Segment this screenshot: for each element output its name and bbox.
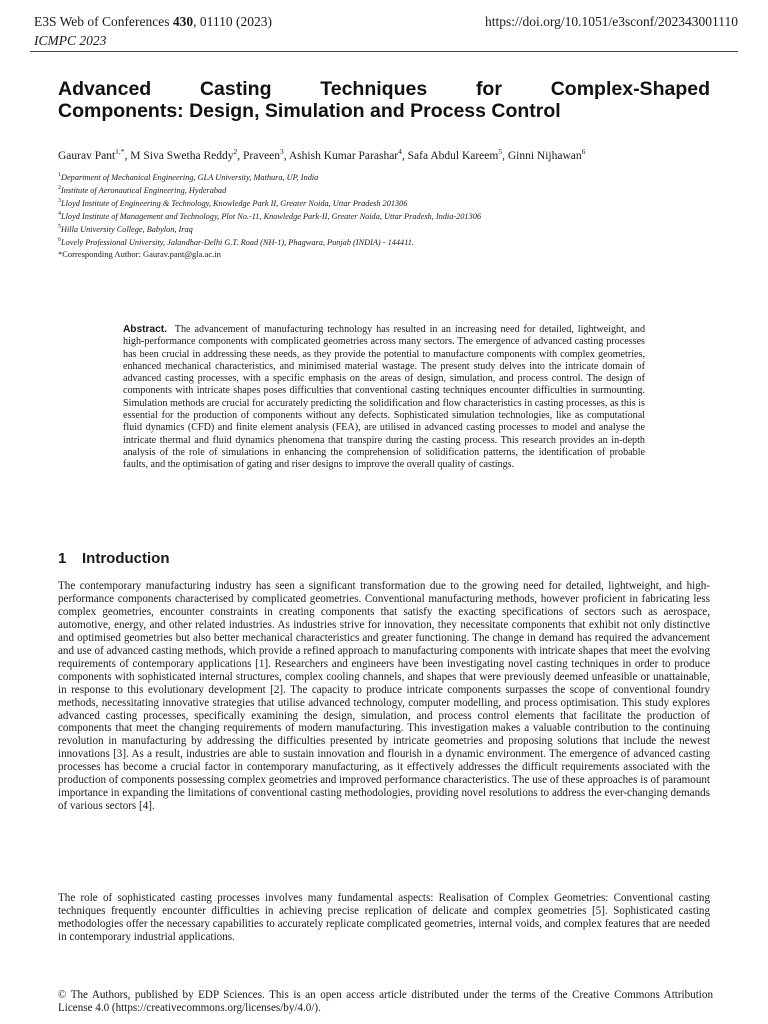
author bbox=[288, 147, 408, 162]
doi-link[interactable]: https://doi.org/10.1051/e3sconf/202343001110 bbox=[485, 14, 738, 29]
affiliation bbox=[58, 222, 718, 235]
author-affiliation-mark: 2 bbox=[233, 147, 238, 156]
author bbox=[242, 147, 289, 162]
author-separator: , bbox=[283, 149, 289, 162]
author-name: Ginni Nijhawan bbox=[507, 149, 582, 162]
author-name: Gaurav Pant bbox=[58, 149, 116, 162]
author-affiliation-mark: 3 bbox=[280, 147, 284, 156]
affiliation bbox=[58, 170, 718, 183]
section-heading bbox=[58, 550, 169, 568]
abstract-label: Abstract. bbox=[123, 324, 167, 335]
author-affiliation-mark: 4 bbox=[398, 147, 402, 156]
author-separator: , bbox=[124, 149, 131, 162]
affiliation-number: 4 bbox=[58, 210, 61, 217]
author-name: Safa Abdul Kareem bbox=[407, 149, 499, 162]
journal-citation bbox=[34, 12, 272, 31]
author-name: Praveen bbox=[242, 149, 281, 162]
abstract bbox=[123, 324, 645, 472]
section-title: Introduction bbox=[82, 550, 170, 567]
header-divider bbox=[30, 51, 738, 52]
affiliation-text: Lloyd Institute of Engineering & Technology, Knowledge Park II, Greater Noida, Uttar Pradesh 201306 bbox=[61, 198, 408, 208]
affiliation-text: Hilla University College, Babylon, Iraq bbox=[61, 224, 193, 234]
corresponding-author: *Corresponding Author: Gaurav.pant@gla.ac.in bbox=[58, 249, 221, 259]
affiliation-text: Department of Mechanical Engineering, GLA University, Mathura, UP, India bbox=[61, 172, 319, 182]
author bbox=[58, 147, 131, 162]
title-line-2: Components: Design, Simulation and Process Control bbox=[58, 100, 561, 122]
author-affiliation-mark: 6 bbox=[581, 147, 586, 156]
affiliation-text: Lloyd Institute of Management and Technology, Plot No.-11, Knowledge Park-II, Greater Noida, Uttar Pradesh, India-201306 bbox=[61, 211, 482, 221]
author-separator: , bbox=[237, 149, 243, 162]
affiliation-number: 3 bbox=[58, 197, 61, 204]
affiliation-text: Lovely Professional University, Jalandhar-Delhi G.T. Road (NH-1), Phagwara, Punjab (INDIA) - 144411. bbox=[61, 237, 414, 247]
affiliation bbox=[58, 196, 718, 209]
title-line-1: Advanced Casting Techniques for Complex-Shaped bbox=[58, 78, 710, 100]
affiliation-number: 2 bbox=[58, 184, 61, 191]
author-name: Ashish Kumar Parashar bbox=[288, 149, 399, 162]
section-number: 1 bbox=[58, 550, 67, 567]
paper-title bbox=[58, 78, 710, 122]
running-header-left bbox=[34, 12, 272, 50]
license-footer: © The Authors, published by EDP Sciences. This is an open access article distributed under the terms of the Creative Commons Attribution License 4.0 (https://creativecommons.org/licenses/by/4.0/). bbox=[58, 989, 713, 1014]
affiliation-number: 5 bbox=[58, 223, 61, 230]
abstract-text: The advancement of manufacturing technology has resulted in an increasing need for detailed, lightweight, and high-performance components with complicated geometries across many sectors. The emergence of advanced casting processes has been crucial in addressing these needs, as they provide the potential to manufacture components with complex geometries, enhanced mechanical characteristics, and minimised material wastage. The present study delves into the intricate domain of advanced casting processes, with a specific emphasis on the areas of design, simulation, and process control. The design of components with intricate shapes poses difficulties that conventional casting techniques encounter difficulties in surmounting. Simulation methods are crucial for accurately predicting the solidification and flow characteristics in casting processes, as this is essential for the production of components without any defects. Sophisticated simulation technologies, like as computational fluid dynamics (CFD) and finite element analysis (FEA), are utilised in advanced casting processes to model and analyse the intricate thermal and fluid dynamics phenomena that transpire during the casting process. This research provides an in-depth analysis of the role of simulations in enhancing the comprehension of solidification patterns, the identification of probable faults, and the optimisation of gating and riser designs to improve the overall quality of castings. bbox=[123, 324, 646, 471]
affiliation-text: Institute of Aeronautical Engineering, Hyderabad bbox=[61, 185, 227, 195]
affiliation bbox=[58, 183, 718, 196]
body-paragraph-2: The role of sophisticated casting processes involves many fundamental aspects: Realisation of Complex Geometries: Conventional casting techniques frequently encounter difficulties in achieving precise replication of delicate and complex geometries [5]. Sophisticated casting methodologies offer the necessary capabilities to accurately replicate complicated geometries, internal voids, and complex features that are needed in contemporary industrial applications. bbox=[58, 892, 710, 943]
affiliation-number: 6 bbox=[58, 236, 61, 243]
author-affiliation-mark: 1,* bbox=[115, 147, 125, 156]
affiliation bbox=[58, 209, 718, 222]
conference-name: ICMPC 2023 bbox=[34, 33, 107, 48]
journal-volume: 430 bbox=[172, 14, 194, 29]
author-affiliation-mark: 5 bbox=[498, 147, 503, 156]
author-separator: , bbox=[502, 149, 508, 162]
affiliation bbox=[58, 235, 718, 248]
author-name: M Siva Swetha Reddy bbox=[130, 149, 234, 162]
author bbox=[407, 147, 508, 162]
journal-name: E3S Web of Conferences bbox=[34, 14, 173, 29]
article-number: , 01110 (2023) bbox=[193, 14, 273, 29]
author-list bbox=[58, 144, 718, 164]
affiliation-list bbox=[58, 170, 718, 248]
author bbox=[507, 147, 586, 162]
body-paragraph-1: The contemporary manufacturing industry has seen a significant transformation due to the growing need for detailed, lightweight, and high-performance components characterised by complicated geometries. Conventional manufacturing methods, however proficient in fabricating less complex geometries, encounter constraints in creating components that satisfy the exacting specifications of sectors such as aerospace, automotive, energy, and other related industries. As industries strive for innovation, they necessitate components that exhibit not only distinctive and optimised geometries but also better mechanical characteristics and greater functioning. The change in demand has required the advancement and use of advanced casting methods, which provide a refined approach to manufacturing components with intricate shapes that meet the evolving requirements of contemporary applications [1]. Researchers and engineers have been investigating novel casting techniques in order to produce components with sophisticated internal structures, complex cooling channels, and shapes that were previously deemed unfeasible or unattainable, in response to this evolutionary development [2]. The capacity to produce intricate components surpasses the scope of conventional foundry methods, necessitating innovative strategies that utilise advanced technology, computer modelling, and process optimisation. This study explores advanced casting processes, specifically examining the design, simulation, and process control elements that facilitate the production of components that meet the changing requirements of modern manufacturing. This investigation makes a valuable contribution to the continuing revolution in manufacturing by addressing the difficulties presented by intricate geometries and proposing solutions that include the newest innovations [3]. As a result, industries are able to sustain innovation and flourish in a dynamic environment. The emergence of advanced casting processes has become a crucial factor in contemporary manufacturing, as it effectively addresses the difficult requirements associated with the production of components possessing complex geometries and improved performance characteristics. The use of these approaches is of paramount importance in expanding the limitations of conventional casting methodologies, providing novel resolutions to address the ever-changing demands of various sectors [4]. bbox=[58, 580, 710, 813]
author-separator: , bbox=[401, 149, 408, 162]
author bbox=[130, 147, 243, 162]
affiliation-number: 1 bbox=[58, 172, 61, 178]
